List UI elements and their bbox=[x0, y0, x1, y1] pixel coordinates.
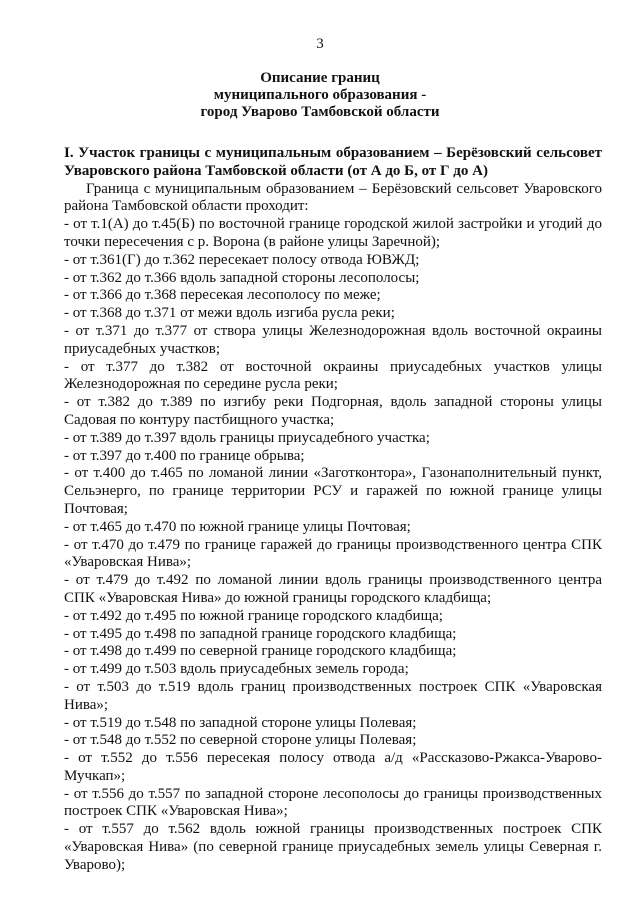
title-line-1: Описание границ bbox=[260, 70, 380, 86]
boundary-item: - от т.371 до т.377 от створа улицы Железнодорожная вдоль восточной окраины приусадебных участков; bbox=[64, 322, 602, 357]
boundary-item: - от т.503 до т.519 вдоль границ производственных построек СПК «Уваровская Нива»; bbox=[64, 678, 602, 713]
section-heading: I. Участок границы с муниципальным образованием – Берёзовский сельсовет Уваровского района Тамбовской области (от А до Б, от Г до А) bbox=[64, 145, 602, 179]
document-title bbox=[0, 70, 640, 121]
page-number: 3 bbox=[316, 36, 324, 52]
section-1 bbox=[64, 145, 602, 875]
boundary-item: - от т.1(А) до т.45(Б) по восточной границе городской жилой застройки и угодий до точки пересечения с р. Ворона (в районе улицы Заречной); bbox=[64, 216, 602, 250]
boundary-item: - от т.389 до т.397 вдоль границы приусадебного участка; bbox=[64, 429, 430, 446]
title-line-3: город Уварово Тамбовской области bbox=[200, 104, 440, 120]
section-intro: Граница с муниципальным образованием – Берёзовский сельсовет Уваровского района Тамбовской области проходит: bbox=[64, 180, 602, 215]
boundary-item: - от т.368 до т.371 от межи вдоль изгиба русла реки; bbox=[64, 305, 395, 322]
boundary-items-list bbox=[64, 216, 602, 874]
boundary-item: - от т.548 до т.552 по северной стороне улицы Полевая; bbox=[64, 732, 417, 749]
boundary-item: - от т.377 до т.382 от восточной окраины приусадебных участков улицы Железнодорожная по середине русла реки; bbox=[64, 358, 602, 393]
boundary-item: - от т.382 до т.389 по изгибу реки Подгорная, вдоль западной стороны улицы Садовая по контуру пастбищного участка; bbox=[64, 394, 602, 428]
title-line-2: муниципального образования - bbox=[213, 87, 427, 103]
boundary-item: - от т.498 до т.499 по северной границе городского кладбища; bbox=[64, 643, 457, 660]
boundary-item: - от т.397 до т.400 по границе обрыва; bbox=[64, 447, 305, 464]
boundary-item: - от т.552 до т.556 пересекая полосу отвода а/д «Рассказово-Ржакса-Уварово-Мучкап»; bbox=[64, 750, 602, 784]
boundary-item: - от т.492 до т.495 по южной границе городского кладбища; bbox=[64, 607, 443, 624]
boundary-item: - от т.465 до т.470 по южной границе улицы Почтовая; bbox=[64, 518, 411, 535]
boundary-item: - от т.557 до т.562 вдоль южной границы производственных построек СПК «Уваровская Нива» (по северной границе приусадебных земель улицы Северная г. Уварово); bbox=[64, 821, 602, 873]
boundary-item: - от т.361(Г) до т.362 пересекает полосу отвода ЮВЖД; bbox=[64, 251, 420, 268]
boundary-item: - от т.400 до т.465 по ломаной линии «Заготконтора», Газонаполнительный пункт, Сельэнерго, по границе территории РСУ и гаражей по южной границе улицы Почтовая; bbox=[64, 465, 602, 517]
boundary-item: - от т.499 до т.503 вдоль приусадебных земель города; bbox=[64, 661, 409, 678]
boundary-item: - от т.479 до т.492 по ломаной линии вдоль границы производственного центра СПК «Уваровская Нива» до южной границы городского кладбища; bbox=[64, 572, 602, 606]
boundary-item: - от т.556 до т.557 по западной стороне лесополосы до границы производственных построек СПК «Уваровская Нива»; bbox=[64, 785, 602, 820]
boundary-item: - от т.519 до т.548 по западной стороне улицы Полевая; bbox=[64, 714, 417, 731]
boundary-item: - от т.495 до т.498 по западной границе городского кладбища; bbox=[64, 625, 457, 642]
boundary-item: - от т.362 до т.366 вдоль западной стороны лесополосы; bbox=[64, 269, 420, 286]
boundary-item: - от т.366 до т.368 пересекая лесополосу по меже; bbox=[64, 287, 381, 304]
boundary-item: - от т.470 до т.479 по границе гаражей до границы производственного центра СПК «Уваровская Нива»; bbox=[64, 536, 602, 571]
